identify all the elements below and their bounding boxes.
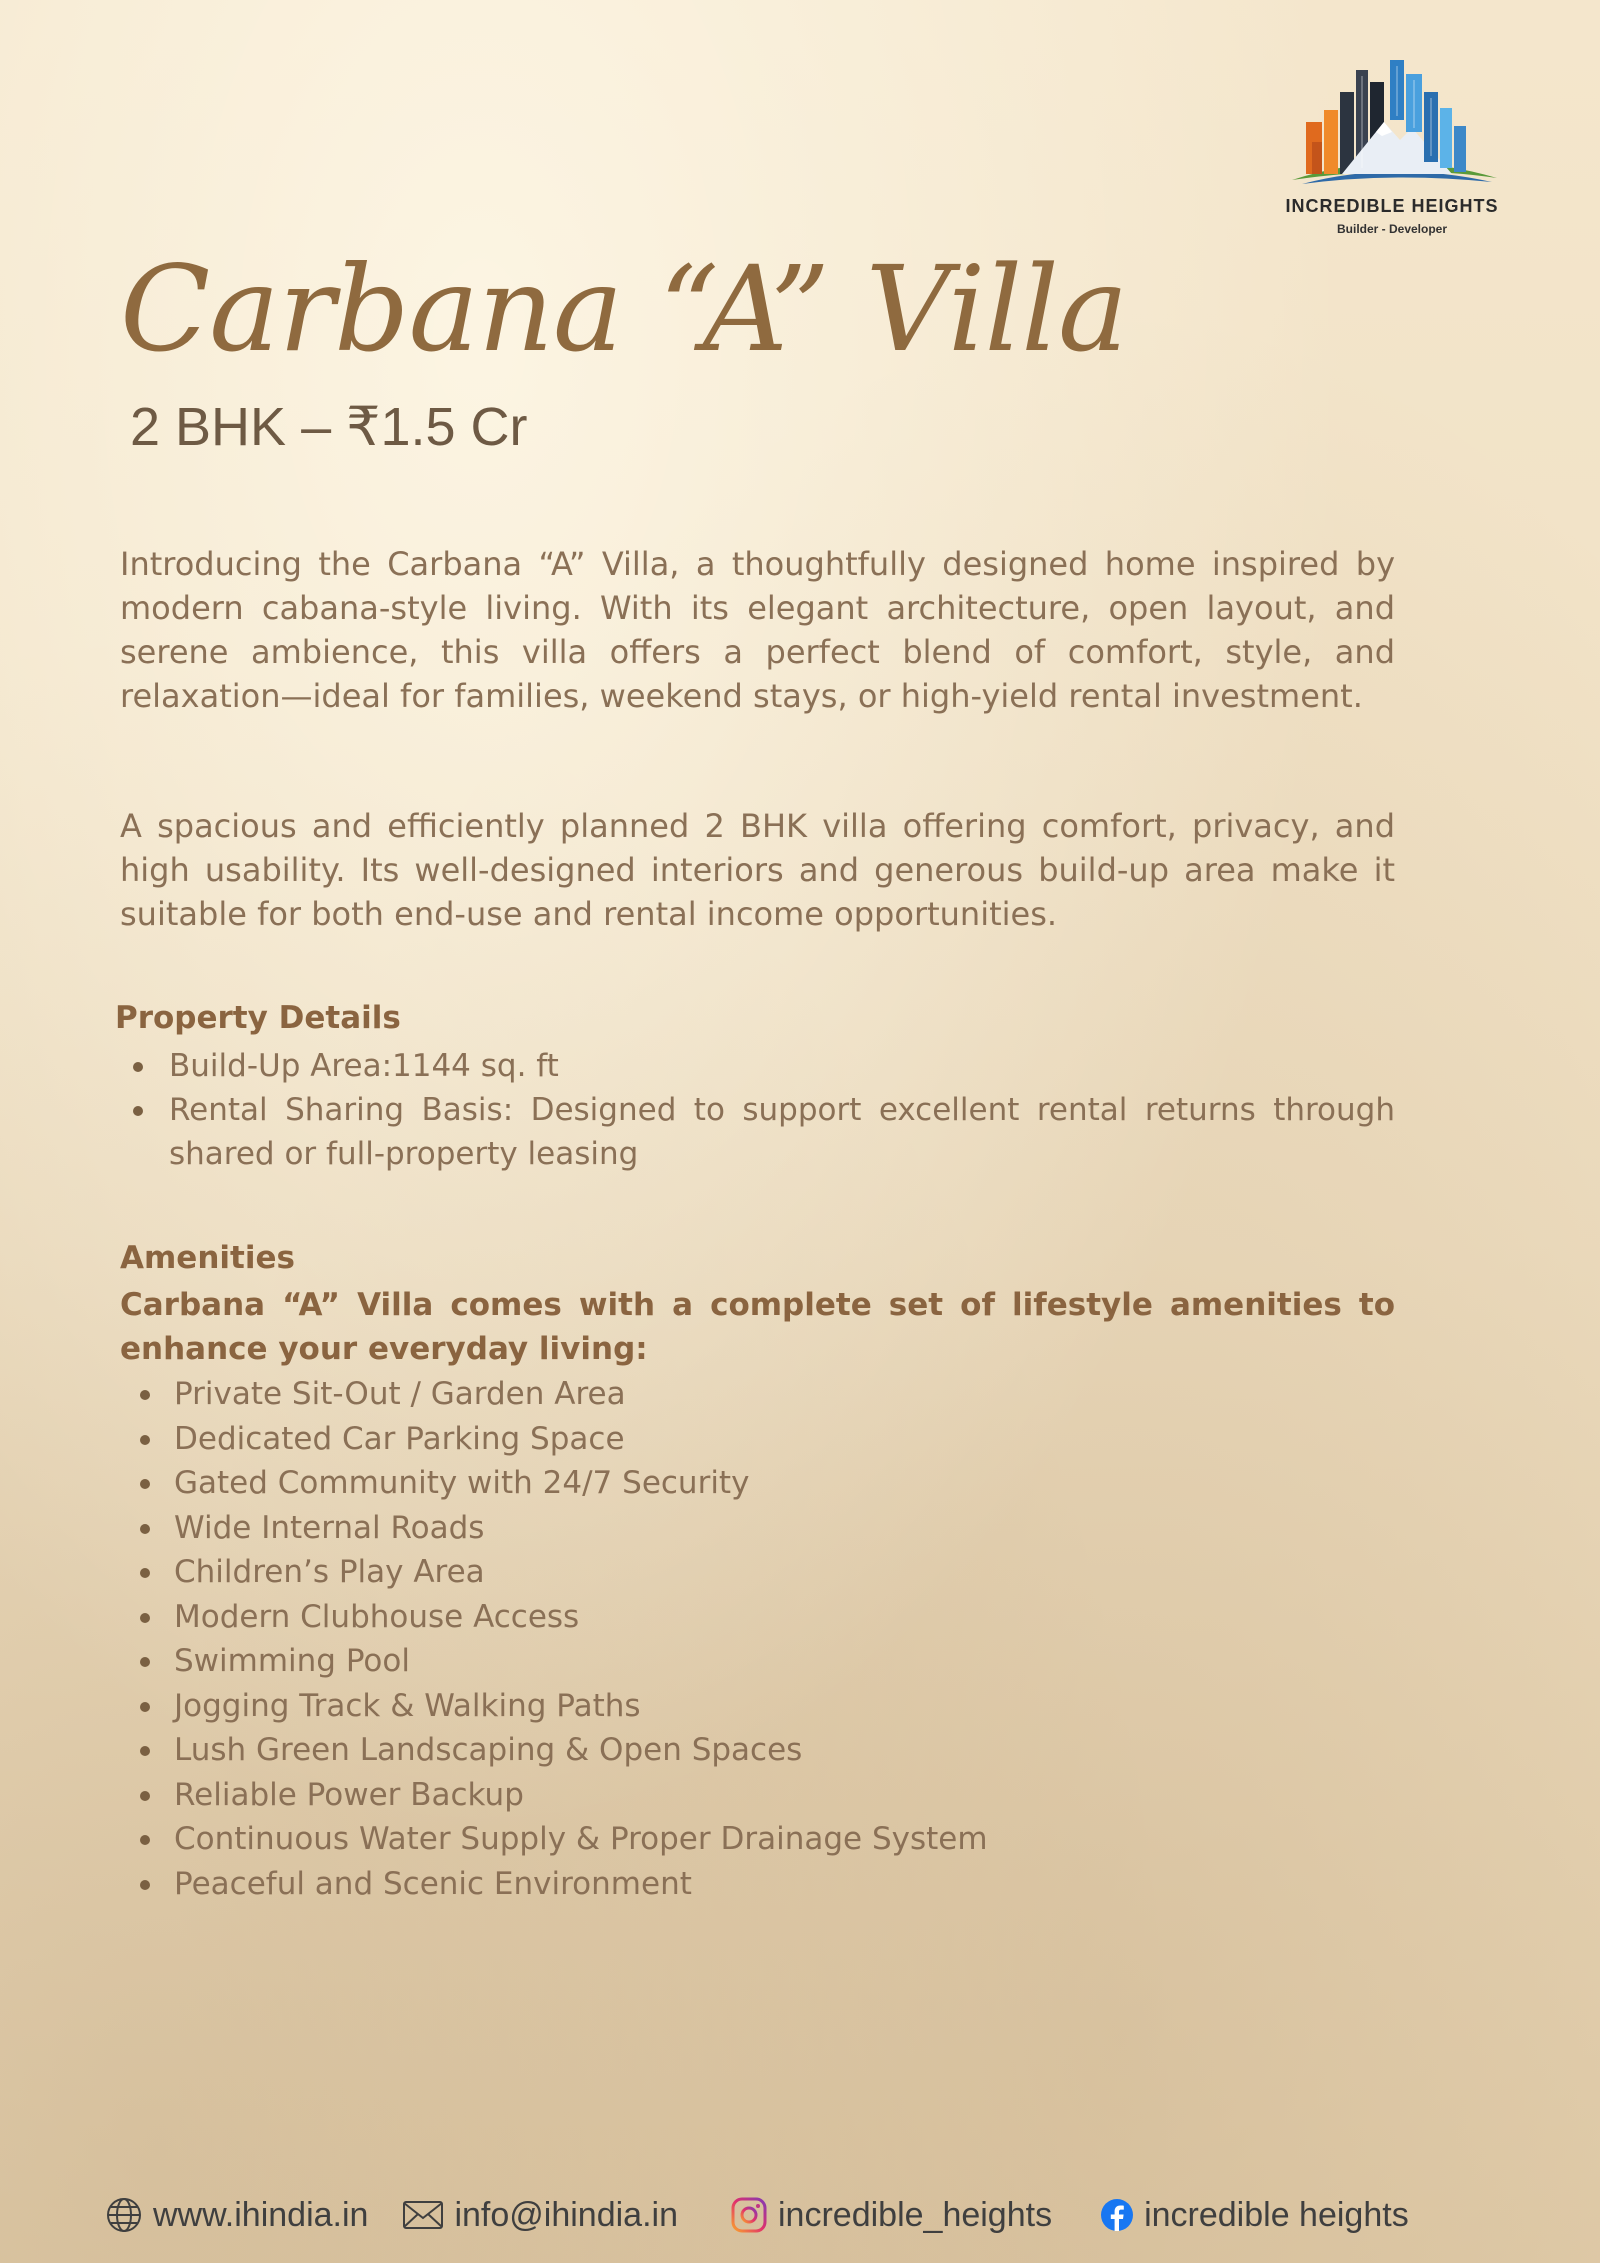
email-link[interactable] (402, 2196, 678, 2235)
list-item: Swimming Pool (120, 1639, 1400, 1684)
website-link[interactable] (105, 2196, 368, 2235)
list-item: Reliable Power Backup (120, 1773, 1400, 1818)
list-item: Build-Up Area:1144 sq. ft (115, 1044, 1395, 1088)
list-item: Lush Green Landscaping & Open Spaces (120, 1728, 1400, 1773)
list-item: Rental Sharing Basis: Designed to support excellent rental returns through shared or full-property leasing (115, 1088, 1395, 1176)
brand-name: INCREDIBLE HEIGHTS (1285, 196, 1499, 216)
brand-tagline: Builder - Developer (1336, 222, 1448, 236)
brand-logo (1272, 52, 1512, 242)
mail-icon (402, 2199, 444, 2231)
contact-footer (105, 2190, 1525, 2240)
page-title: Carbana “A” Villa (120, 240, 1128, 378)
email-text: info@ihindia.in (454, 2195, 678, 2234)
website-text: www.ihindia.in (153, 2195, 369, 2234)
list-item: Wide Internal Roads (120, 1506, 1400, 1551)
intro-paragraph-1: Introducing the Carbana “A” Villa, a thoughtfully designed home inspired by modern cabana-style living. With its elegant architecture, open layout, and serene ambience, this villa offers a perfect blend of comfort, style, and relaxation—ideal for families, weekend stays, or high-yield rental investment. (120, 545, 1395, 715)
list-item: Gated Community with 24/7 Security (120, 1461, 1400, 1506)
instagram-link[interactable] (730, 2196, 1052, 2235)
amenities-list (120, 1372, 1400, 1906)
instagram-icon (730, 2196, 768, 2234)
list-item: Modern Clubhouse Access (120, 1595, 1400, 1640)
city-skyline-logo-icon (1272, 52, 1512, 192)
property-details-heading: Property Details (115, 1000, 401, 1036)
facebook-link[interactable] (1100, 2196, 1409, 2235)
property-details-list (115, 1044, 1395, 1176)
facebook-icon (1100, 2198, 1134, 2232)
amenities-intro: Carbana “A” Villa comes with a complete set of lifestyle amenities to enhance your everyday living: (120, 1287, 1395, 1367)
list-item: Peaceful and Scenic Environment (120, 1862, 1400, 1907)
amenities-heading: Amenities (120, 1240, 295, 1276)
page-subtitle: 2 BHK – ₹1.5 Cr (130, 397, 528, 457)
list-item: Dedicated Car Parking Space (120, 1417, 1400, 1462)
list-item: Continuous Water Supply & Proper Drainage System (120, 1817, 1400, 1862)
instagram-text: incredible_heights (778, 2195, 1053, 2234)
intro-paragraph-2: A spacious and efficiently planned 2 BHK villa offering comfort, privacy, and high usability. Its well-designed interiors and generous build-up area make it suitable for both end-use and rental income opportunities. (120, 807, 1395, 933)
globe-icon (105, 2196, 143, 2234)
facebook-text: incredible heights (1144, 2195, 1409, 2234)
list-item: Private Sit-Out / Garden Area (120, 1372, 1400, 1417)
list-item: Jogging Track & Walking Paths (120, 1684, 1400, 1729)
list-item: Children’s Play Area (120, 1550, 1400, 1595)
